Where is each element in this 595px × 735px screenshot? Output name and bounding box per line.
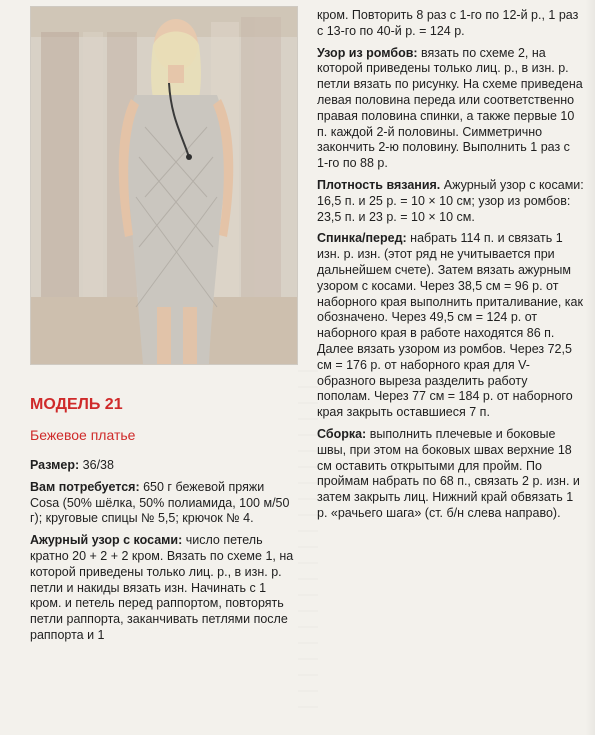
bleed-through-text-area	[298, 370, 318, 720]
openwork-pattern-label: Ажурный узор с косами:	[30, 533, 183, 548]
back-front-text: набрать 114 п. и связать 1 изн. р. изн. (этот ряд не учитывается при дальнейшем счете). Затем вязать ажурным узором с косами. Через 38,5 см = 96 р. от наборного края выполнить приталивание, как обозначено. Через 49,5 см = 124 р. от наборного края в работе находятся 86 п. Далее вязать узором из ромбов. Через 72,5 см = 176 р. от наборного края для V-образного выреза разделить работу пополам. Через 77 см = 184 р. от наборного края закрыть оставшиеся 7 п.	[317, 231, 583, 420]
size-label: Размер:	[30, 458, 80, 472]
openwork-pattern-paragraph	[30, 533, 296, 644]
assembly-paragraph	[317, 427, 584, 522]
continuation-paragraph: кром. Повторить 8 раз с 1-го по 12-й р., 1 раз с 13-го по 40-й р. = 124 р.	[317, 8, 579, 38]
model-photo	[30, 6, 298, 365]
openwork-pattern-text: число петель кратно 20 + 2 + 2 кром. Вязать по схеме 1, на которой приведены только лиц. р., в изн. р. петли и накиды вязать изн. Начинать с 1 кром. и петель перед раппортом, повторять петли раппорта, заканчивать петлями после раппорта и 1	[30, 533, 294, 642]
materials-text: 650 г бежевой пряжи Cosa (50% шёлка, 50% полиамида, 100 м/50 г); круговые спицы № 5,5; крючок № 4.	[30, 479, 290, 526]
density-label: Плотность вязания.	[317, 177, 441, 192]
density-text: Ажурный узор с косами: 16,5 п. и 25 р. = 10 × 10 см; узор из ромбов: 23,5 п. и 23 р. = 10 × 10 см.	[317, 177, 584, 224]
model-title: МОДЕЛЬ 21	[30, 396, 123, 413]
diamond-pattern-label: Узор из ромбов:	[317, 45, 418, 60]
diamond-pattern-paragraph	[317, 46, 584, 172]
back-front-label: Спинка/перед:	[317, 231, 407, 246]
assembly-label: Сборка:	[317, 426, 367, 441]
model-subtitle: Бежевое платье	[30, 427, 136, 443]
density-paragraph	[317, 178, 584, 225]
assembly-text: выполнить плечевые и боковые швы, при этом на боковых швах верхние 18 см оставить открытыми для пройм. По проймам набрать по 68 п., связать 2 р. изн. и затем закрыть лиц. Нижний край обвязать 1 р. «рачьего шага» (ст. б/н слева направо).	[317, 426, 580, 520]
right-text-column	[317, 8, 584, 733]
diamond-pattern-text: вязать по схеме 2, на которой приведены только лиц. р., в изн. р. петли вязать по рисунку. На схеме приведена левая половина переда или соответственно правая половина спинки, а также первые 10 п. каждой 2-й половины. Симметрично закончить 2-ю половину. Выполнить 1 раз с 1-го по 88 р.	[317, 45, 583, 171]
back-front-paragraph	[317, 231, 584, 421]
photo-illustration	[31, 7, 297, 364]
size-text: 36/38	[79, 458, 114, 472]
page-edge-shadow	[585, 0, 595, 735]
size-paragraph	[30, 458, 296, 474]
materials-paragraph	[30, 480, 296, 527]
materials-label: Вам потребуется:	[30, 479, 140, 494]
left-text-column	[30, 396, 296, 726]
